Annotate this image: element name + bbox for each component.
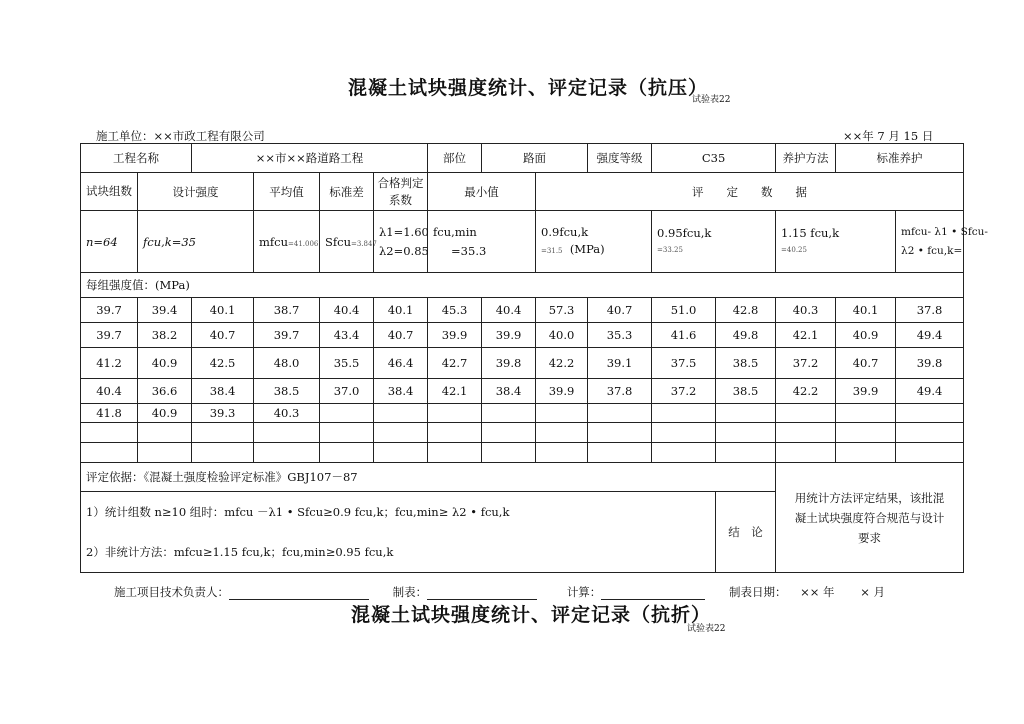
strength-cell [536,404,588,423]
strength-cell: 40.7 [192,323,254,348]
strength-row [81,404,964,423]
part-label: 部位 [428,144,482,173]
strength-cell [374,404,428,423]
curing-label: 养护方法 [776,144,836,173]
groups-value: n=64 [81,211,138,273]
strength-cell: 39.3 [192,404,254,423]
strength-cell: 42.7 [428,348,482,379]
rule-non-statistical: 2）非统计方法：mfcu≥1.15 fcu,k；fcu,min≥0.95 fcu,k [86,545,394,559]
std-header: 标准差 [320,173,374,211]
mean-value: mfcu=41.006 [254,211,320,273]
min-header: 最小值 [428,173,536,211]
strength-cell: 37.8 [588,379,652,404]
strength-cell: 38.5 [716,379,776,404]
form-number: 试验表22 [692,95,731,105]
strength-cell: 40.7 [836,348,896,379]
strength-cell [536,443,588,463]
strength-cell [320,423,374,443]
strength-cell [428,404,482,423]
project-row [81,144,964,173]
mean-header: 平均值 [254,173,320,211]
strength-cell: 40.9 [836,323,896,348]
strength-cell: 42.8 [716,298,776,323]
maker-label: 制表： [392,585,428,599]
strength-cell: 41.8 [81,404,138,423]
strength-cell: 38.5 [254,379,320,404]
strength-cell: 37.2 [776,348,836,379]
eval-0-9: 0.9fcu,k =31.5 (MPa) [536,211,652,273]
page-title-2: 混凝土试块强度统计、评定记录（抗折） [351,604,712,626]
strength-row [81,423,964,443]
eval-combined: mfcu- λ1 • Sfcu- λ2 • fcu,k= [896,211,964,273]
strength-cell [896,404,964,423]
strength-cell: 38.5 [716,348,776,379]
strength-cell: 39.8 [896,348,964,379]
tech-lead-label: 施工项目技术负责人： [114,585,229,599]
strength-cell: 49.4 [896,379,964,404]
strength-cell [138,443,192,463]
strength-cell [536,423,588,443]
strength-cell [482,423,536,443]
design-value: fcu,k=35 [138,211,254,273]
strength-cell [138,423,192,443]
date-label: 制表日期： [728,585,787,599]
strength-cell: 40.7 [588,298,652,323]
strength-cell [716,443,776,463]
strength-cell: 39.9 [836,379,896,404]
construction-unit: 施工单位：××市政工程有限公司 [96,129,265,143]
coef-value: λ1=1.60 λ2=0.85 [374,211,428,273]
strength-cell [776,423,836,443]
strength-cell: 39.4 [138,298,192,323]
page-title: 混凝土试块强度统计、评定记录（抗压） [348,77,709,99]
strength-cell [254,423,320,443]
strength-cell: 39.7 [81,298,138,323]
strength-cell [588,423,652,443]
strength-cell: 38.4 [192,379,254,404]
rule-statistical: 1）统计组数 n≥10 组时：mfcu －λ1 • Sfcu≥0.9 fcu,k；fcu,min≥ λ2 • fcu,k [86,505,510,519]
strength-cell: 38.7 [254,298,320,323]
strength-cell: 37.0 [320,379,374,404]
strength-cell [716,404,776,423]
strength-values [81,298,964,463]
strength-label-row [81,273,964,298]
strength-cell: 37.8 [896,298,964,323]
coef-header: 合格判定系数 [374,173,428,211]
form-number-2: 试验表22 [687,624,726,634]
date-year: ×× 年 [800,585,835,599]
strength-cell [836,443,896,463]
date-month: × 月 [860,585,886,599]
strength-cell [482,443,536,463]
basis-row [81,463,964,492]
strength-cell [192,443,254,463]
tech-lead-blank[interactable] [229,599,369,600]
strength-cell: 49.8 [716,323,776,348]
strength-cell: 42.2 [776,379,836,404]
strength-cell: 40.4 [81,379,138,404]
strength-cell: 43.4 [320,323,374,348]
strength-cell: 35.3 [588,323,652,348]
strength-cell: 40.1 [192,298,254,323]
stats-header-row [81,173,964,211]
groups-header: 试块组数 [81,173,138,211]
conclusion-text: 用统计方法评定结果，该批混凝土试块强度符合规范与设计要求 [776,463,964,573]
grade-value: C35 [652,144,776,173]
design-header: 设计强度 [138,173,254,211]
strength-cell: 39.9 [482,323,536,348]
project-name-label: 工程名称 [81,144,192,173]
record-date: ××年 7 月 15 日 [843,129,934,143]
strength-cell: 57.3 [536,298,588,323]
strength-cell [588,404,652,423]
strength-cell: 40.1 [374,298,428,323]
basis-rules [81,492,716,573]
strength-cell [192,423,254,443]
strength-cell [652,404,716,423]
strength-cell: 39.1 [588,348,652,379]
grade-label: 强度等级 [588,144,652,173]
basis-label: 评定依据：《混凝土强度检验评定标准》GBJ107－87 [81,463,776,492]
strength-cell [588,443,652,463]
strength-cell: 39.7 [81,323,138,348]
strength-cell [81,443,138,463]
strength-row [81,323,964,348]
strength-cell [254,443,320,463]
strength-cell: 40.0 [536,323,588,348]
eval-1-15: 1.15 fcu,k =40.25 [776,211,896,273]
strength-cell: 38.4 [374,379,428,404]
curing-value: 标准养护 [836,144,964,173]
strength-cell: 41.6 [652,323,716,348]
strength-label: 每组强度值：(MPa) [81,273,964,298]
strength-cell: 42.1 [776,323,836,348]
strength-cell: 42.1 [428,379,482,404]
signature-line [114,584,885,600]
eval-header: 评 定 数 据 [536,173,964,211]
strength-cell: 42.2 [536,348,588,379]
strength-cell: 42.5 [192,348,254,379]
strength-cell [320,404,374,423]
strength-cell: 40.4 [320,298,374,323]
strength-cell [896,443,964,463]
strength-cell: 49.4 [896,323,964,348]
strength-cell [81,423,138,443]
strength-cell [428,443,482,463]
strength-cell: 45.3 [428,298,482,323]
strength-cell [320,443,374,463]
strength-cell: 40.1 [836,298,896,323]
strength-cell: 39.7 [254,323,320,348]
part-value: 路面 [482,144,588,173]
strength-cell: 51.0 [652,298,716,323]
strength-row [81,348,964,379]
strength-cell [896,423,964,443]
calc-label: 计算： [566,585,602,599]
strength-cell: 40.9 [138,348,192,379]
strength-cell: 40.4 [482,298,536,323]
conclusion-label: 结 论 [716,492,776,573]
strength-cell: 41.2 [81,348,138,379]
std-value: Sfcu=3.847 [320,211,374,273]
strength-cell: 38.2 [138,323,192,348]
strength-cell: 40.3 [776,298,836,323]
min-value: fcu,min =35.3 [428,211,536,273]
strength-cell: 37.2 [652,379,716,404]
strength-cell: 48.0 [254,348,320,379]
strength-cell: 39.9 [428,323,482,348]
strength-cell: 39.8 [482,348,536,379]
stats-values-row [81,211,964,273]
eval-0-95: 0.95fcu,k =33.25 [652,211,776,273]
strength-cell [836,423,896,443]
strength-cell [428,423,482,443]
strength-cell: 46.4 [374,348,428,379]
record-table [80,143,988,573]
strength-cell [652,443,716,463]
strength-cell: 40.3 [254,404,320,423]
strength-cell: 36.6 [138,379,192,404]
strength-cell [374,443,428,463]
strength-row [81,379,964,404]
strength-row [81,298,964,323]
strength-cell: 35.5 [320,348,374,379]
strength-row [81,443,964,463]
strength-cell [776,443,836,463]
strength-cell [652,423,716,443]
strength-cell: 40.7 [374,323,428,348]
strength-cell [482,404,536,423]
strength-cell [716,423,776,443]
strength-cell [374,423,428,443]
strength-cell: 37.5 [652,348,716,379]
strength-cell: 39.9 [536,379,588,404]
strength-cell [776,404,836,423]
project-name-value: ××市××路道路工程 [192,144,428,173]
strength-cell: 40.9 [138,404,192,423]
strength-cell: 38.4 [482,379,536,404]
strength-cell [836,404,896,423]
